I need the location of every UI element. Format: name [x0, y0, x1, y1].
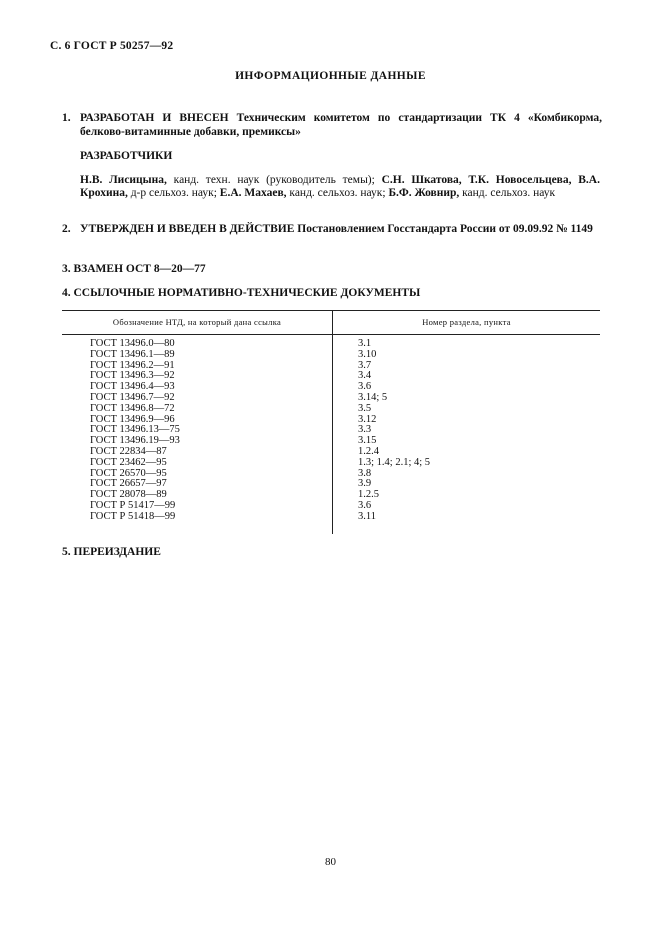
developer-role: канд. сельхоз. наук;: [286, 187, 389, 199]
section-number: 1.: [62, 112, 71, 124]
table-cell-section: 3.1: [358, 338, 372, 349]
table-cell-section: 3.9: [358, 478, 372, 490]
table-top-border: [62, 310, 600, 311]
section-approved: [62, 222, 602, 236]
table-cell-document: ГОСТ 13496.9—96: [90, 413, 175, 425]
section-lead: РАЗРАБОТАН И ВНЕСЕН: [80, 112, 229, 124]
developer-name: С.Н. Шкатова, Т.К. Новосельцева, В.А. Крохина,: [80, 174, 600, 199]
table-cell-section: 3.10: [358, 348, 377, 360]
table-cell-section: 3.12: [358, 413, 377, 425]
section-developed-by: [62, 111, 602, 139]
table-cell-section: 3.6: [358, 499, 372, 511]
developers-heading: РАЗРАБОТЧИКИ: [80, 150, 173, 162]
developer-role: канд. сельхоз. наук: [459, 187, 556, 199]
table-header-section: Номер раздела, пункта: [422, 317, 511, 327]
developer-role: д-р сельхоз. наук;: [127, 187, 220, 199]
section-body: Техническим комитетом по стандартизации ТК 4 «Комбикорма, белково-витаминные добавки, премиксы»: [80, 112, 602, 138]
table-cell-section: 3.7: [358, 359, 372, 371]
table-header-border: [62, 334, 600, 335]
table-cell-section: 1.2.4: [358, 445, 379, 457]
table-cell-section: 3.5: [358, 402, 372, 414]
table-cell-section: 3.14; 5: [358, 391, 388, 403]
table-cell-document: ГОСТ Р 51418—99: [90, 510, 176, 522]
page-number: 80: [325, 856, 336, 868]
table-cell-section: 3.8: [358, 467, 372, 479]
developers-list: [80, 174, 600, 200]
developer-role: канд. техн. наук (руководитель темы);: [166, 174, 382, 186]
developer-name: Н.В. Лисицына,: [80, 174, 167, 186]
page-header: С. 6 ГОСТ Р 50257—92: [50, 40, 174, 52]
table-cell-document: ГОСТ 13496.13—75: [90, 424, 180, 436]
table-cell-document: ГОСТ 26570—95: [90, 467, 167, 479]
table-cell-document: ГОСТ Р 51417—99: [90, 499, 176, 511]
table-cell-document: ГОСТ 26657—97: [90, 478, 167, 490]
table-cell-section: 1.2.5: [358, 489, 379, 501]
table-cell-document: ГОСТ 22834—87: [90, 445, 167, 457]
table-cell-section: 3.6: [358, 381, 372, 393]
developer-name: Е.А. Махаев,: [219, 187, 287, 199]
table-column-documents: [90, 339, 180, 523]
section-replaces: 3. ВЗАМЕН ОСТ 8—20—77: [62, 263, 206, 275]
section-references: 4. ССЫЛОЧНЫЕ НОРМАТИВНО-ТЕХНИЧЕСКИЕ ДОКУМЕНТЫ: [62, 287, 421, 299]
table-column-divider: [332, 310, 333, 534]
table-cell-document: ГОСТ 13496.4—93: [90, 381, 175, 393]
table-header-document: Обозначение НТД, на который дана ссылка: [112, 317, 282, 327]
table-cell-section: 3.11: [358, 510, 376, 522]
table-cell-document: ГОСТ 13496.0—80: [90, 338, 175, 349]
section-number: 2.: [62, 223, 71, 235]
table-cell-section: 3.3: [358, 424, 372, 436]
section-reissue: 5. ПЕРЕИЗДАНИЕ: [62, 546, 161, 558]
table-cell-document: ГОСТ 13496.7—92: [90, 391, 175, 403]
table-cell-section: 1.3; 1.4; 2.1; 4; 5: [358, 456, 431, 468]
table-cell-document: ГОСТ 28078—89: [90, 489, 167, 501]
table-cell-document: ГОСТ 13496.2—91: [90, 359, 175, 371]
table-column-sections: [358, 339, 430, 523]
table-cell-document: ГОСТ 13496.1—89: [90, 348, 175, 360]
table-cell-document: ГОСТ 13496.19—93: [90, 435, 180, 447]
table-cell-section: 3.4: [358, 370, 372, 382]
table-cell-document: ГОСТ 23462—95: [90, 456, 167, 468]
section-body: Постановлением Госстандарта России от 09.09.92 № 1149: [294, 223, 593, 235]
table-cell-document: ГОСТ 13496.3—92: [90, 370, 175, 382]
table-cell-section: 3.15: [358, 435, 377, 447]
developer-name: Б.Ф. Жовнир,: [388, 187, 460, 199]
section-lead: УТВЕРЖДЕН И ВВЕДЕН В ДЕЙСТВИЕ: [80, 223, 295, 235]
table-cell-document: ГОСТ 13496.8—72: [90, 402, 175, 414]
document-title: ИНФОРМАЦИОННЫЕ ДАННЫЕ: [235, 70, 426, 82]
